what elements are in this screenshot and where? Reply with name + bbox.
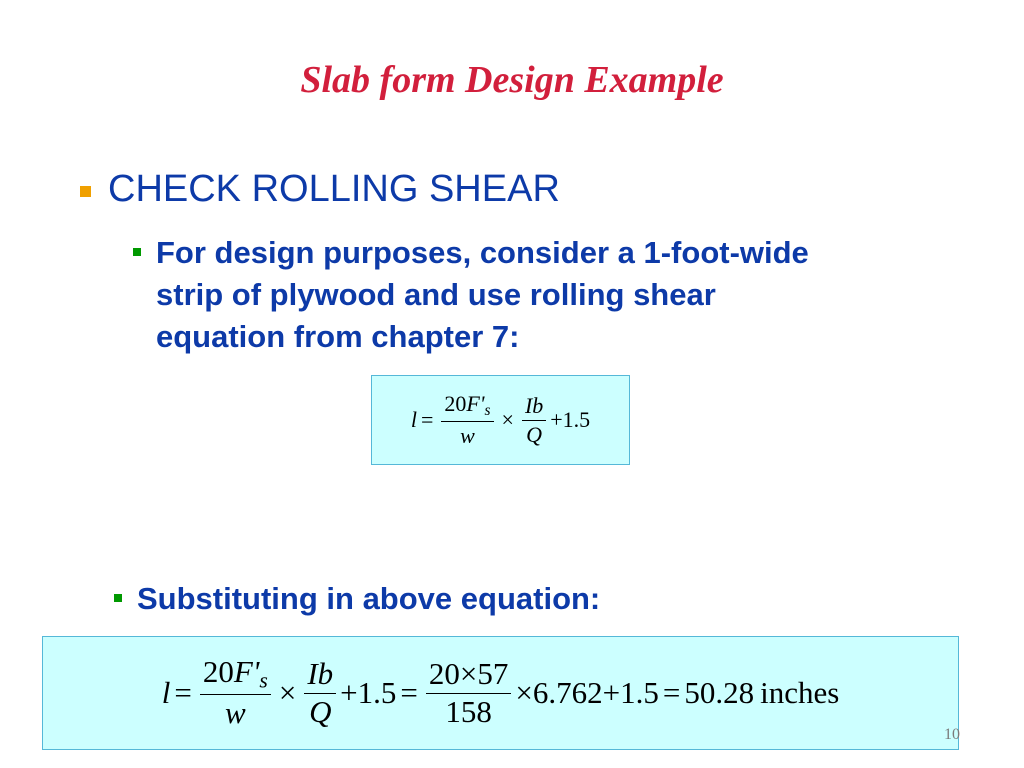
eq-variable: l [161,675,171,710]
bullet-text: CHECK ROLLING SHEAR [108,168,560,210]
eq-operator: × [501,407,514,432]
eq-operator: = [400,675,418,710]
eq-operator: = [420,407,434,432]
eq-operator: = [174,675,192,710]
bullet-design-purposes [133,232,809,358]
square-bullet-icon [80,186,91,197]
text-line: strip of plywood and use rolling shear [156,277,716,312]
square-bullet-icon [133,248,141,256]
eq-coefficient: 20 [444,391,467,417]
eq-variable: F' [466,391,485,417]
equation-substituted [42,636,959,750]
eq-operator: × [278,675,297,710]
eq-term: +1.5 [340,675,397,710]
eq-fraction [200,656,271,730]
slide-number: 10 [944,726,960,743]
eq-numerator [200,656,271,695]
eq-fraction [426,655,511,729]
eq-numerator [441,392,493,422]
text-line: For design purposes, consider a 1-foot-wide [156,235,809,270]
bullet-check-rolling-shear [80,168,560,211]
eq-fraction [304,655,336,729]
eq-fraction [522,394,546,445]
eq-denominator: Q [309,693,332,729]
bullet-substituting [114,578,600,620]
bullet-text: Substituting in above equation: [137,581,601,616]
eq-result: 50.28 [684,675,755,710]
text-line: equation from chapter 7: [156,319,520,354]
eq-denominator: w [460,423,475,449]
square-bullet-icon [114,594,122,602]
eq-denominator: Q [526,421,543,447]
equation-rolling-shear [371,375,630,465]
eq-subscript: s [484,402,491,420]
eq-variable: F' [233,654,260,690]
eq-operator: = [662,675,681,710]
eq-term: +1.5 [550,407,591,432]
eq-coefficient: 20 [202,654,234,690]
eq-numerator: 20×57 [426,658,511,694]
eq-denominator: 158 [445,693,492,729]
bullet-text [156,232,809,358]
eq-numerator: Ib [522,394,546,420]
eq-unit: inches [760,675,840,710]
eq-term: ×6.762+1.5 [515,675,659,710]
eq-variable: l [410,407,417,432]
eq-subscript: s [259,668,268,693]
eq-numerator: Ib [304,658,336,694]
eq-denominator: w [225,695,246,731]
eq-fraction [441,392,493,447]
slide-title: Slab form Design Example [300,59,724,101]
